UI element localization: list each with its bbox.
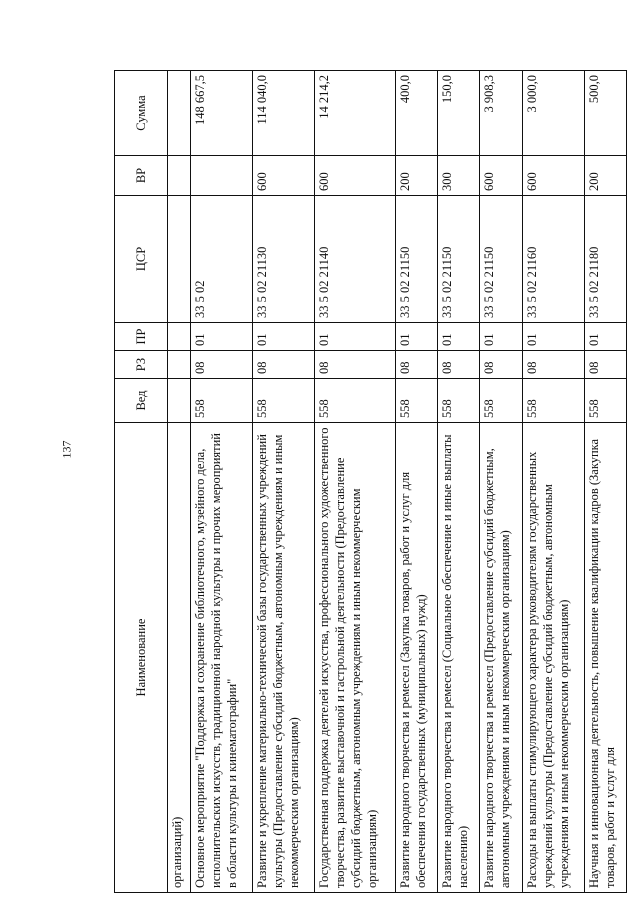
cell-name: Развитие народного творчества и ремесел (Социальное обеспечение и иные выплаты населению)	[438, 423, 480, 893]
cell-name: Государственная поддержка деятелей искусства, профессионального художественного творчества, развитие выставочной и гастрольной деятельности (Предоставление субсидий бюджетным, автономным учреждениям и иным некоммерческим организациям)	[314, 423, 395, 893]
table-row	[168, 71, 191, 893]
cell-sum: 148 667,5	[191, 71, 253, 156]
cell-pr: 01	[314, 323, 395, 351]
cell-name: Расходы на выплаты стимулирующего характера руководителям государственных учреждений культуры (Предоставление субсидий бюджетным, автономным учреждениям и иным некоммерческим организациям)	[522, 423, 584, 893]
cell-vr	[168, 156, 191, 196]
cell-rz: 08	[522, 351, 584, 379]
cell-name: Научная и инновационная деятельность, повышение квалификации кадров (Закупка товаров, работ и услуг для	[584, 423, 626, 893]
table-row	[252, 71, 314, 893]
cell-csr: 33 5 02	[191, 196, 253, 323]
cell-rz: 08	[438, 351, 480, 379]
cell-ved: 558	[252, 379, 314, 423]
table-row	[584, 71, 626, 893]
table-row	[480, 71, 522, 893]
table-row	[522, 71, 584, 893]
cell-sum: 14 214,2	[314, 71, 395, 156]
cell-csr: 33 5 02 21160	[522, 196, 584, 323]
cell-rz: 08	[480, 351, 522, 379]
cell-name: Развитие и укрепление материально-технической базы государственных учреждений культуры (Предоставление субсидий бюджетным, автономным учреждениям и иным некоммерческим организациям)	[252, 423, 314, 893]
header-ved: Вед	[115, 379, 168, 423]
cell-pr: 01	[584, 323, 626, 351]
budget-table-container	[114, 71, 627, 893]
cell-rz: 08	[191, 351, 253, 379]
cell-vr: 200	[584, 156, 626, 196]
cell-sum: 3 908,3	[480, 71, 522, 156]
cell-pr	[168, 323, 191, 351]
cell-csr: 33 5 02 21150	[395, 196, 437, 323]
cell-ved	[168, 379, 191, 423]
cell-pr: 01	[480, 323, 522, 351]
table-row	[395, 71, 437, 893]
table-row	[438, 71, 480, 893]
cell-vr: 600	[314, 156, 395, 196]
header-sum: Сумма	[115, 71, 168, 156]
cell-name: Развитие народного творчества и ремесел (Предоставление субсидий бюджетным, автономным учреждениям и иным некоммерческим организациям)	[480, 423, 522, 893]
cell-sum: 500,0	[584, 71, 626, 156]
cell-sum: 150,0	[438, 71, 480, 156]
cell-vr: 300	[438, 156, 480, 196]
page-number: 137	[59, 440, 74, 459]
cell-sum	[168, 71, 191, 156]
cell-sum: 114 040,0	[252, 71, 314, 156]
header-csr: ЦСР	[115, 196, 168, 323]
table-row	[191, 71, 253, 893]
header-pr: ПР	[115, 323, 168, 351]
cell-csr	[168, 196, 191, 323]
table-header-row	[115, 71, 168, 893]
cell-vr: 600	[480, 156, 522, 196]
cell-rz: 08	[395, 351, 437, 379]
cell-name: организаций)	[168, 423, 191, 893]
cell-ved: 558	[438, 379, 480, 423]
cell-ved: 558	[522, 379, 584, 423]
cell-csr: 33 5 02 21150	[480, 196, 522, 323]
header-vr: ВР	[115, 156, 168, 196]
cell-pr: 01	[191, 323, 253, 351]
cell-rz: 08	[314, 351, 395, 379]
cell-sum: 400,0	[395, 71, 437, 156]
cell-ved: 558	[584, 379, 626, 423]
cell-pr: 01	[438, 323, 480, 351]
cell-ved: 558	[191, 379, 253, 423]
cell-ved: 558	[314, 379, 395, 423]
budget-table	[114, 70, 627, 893]
table-row	[314, 71, 395, 893]
header-rz: РЗ	[115, 351, 168, 379]
cell-vr: 600	[252, 156, 314, 196]
cell-name: Основное мероприятие "Поддержка и сохранение библиотечного, музейного дела, исполнительских искусств, традиционной народной культуры и прочих мероприятий в области культуры и кинематографии"	[191, 423, 253, 893]
cell-csr: 33 5 02 21130	[252, 196, 314, 323]
cell-pr: 01	[252, 323, 314, 351]
cell-vr: 200	[395, 156, 437, 196]
cell-csr: 33 5 02 21180	[584, 196, 626, 323]
cell-ved: 558	[480, 379, 522, 423]
cell-pr: 01	[522, 323, 584, 351]
cell-csr: 33 5 02 21140	[314, 196, 395, 323]
cell-name: Развитие народного творчества и ремесел (Закупка товаров, работ и услуг для обеспечения государственных (муниципальных) нужд)	[395, 423, 437, 893]
cell-rz: 08	[584, 351, 626, 379]
cell-csr: 33 5 02 21150	[438, 196, 480, 323]
cell-rz	[168, 351, 191, 379]
cell-vr	[191, 156, 253, 196]
cell-pr: 01	[395, 323, 437, 351]
cell-ved: 558	[395, 379, 437, 423]
cell-sum: 3 000,0	[522, 71, 584, 156]
cell-rz: 08	[252, 351, 314, 379]
header-name: Наименование	[115, 423, 168, 893]
cell-vr: 600	[522, 156, 584, 196]
